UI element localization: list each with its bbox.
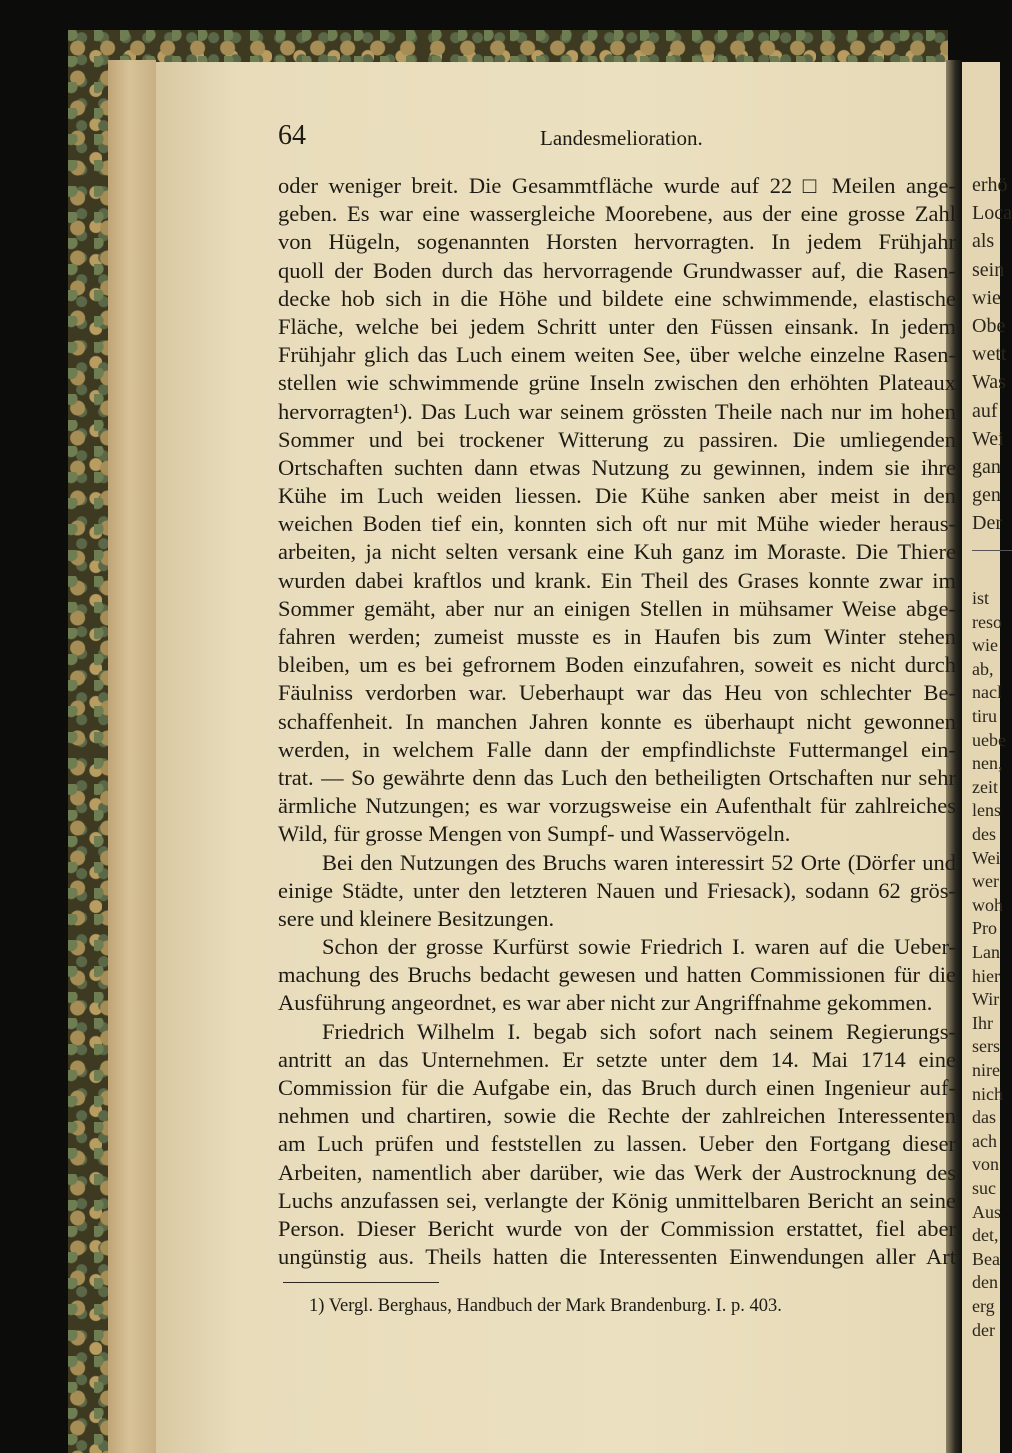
text-line: Sommer und bei trockener Witterung zu passiren. Die umliegenden (278, 426, 956, 452)
page-number: 64 (278, 120, 306, 151)
adjacent-page-fragment: nacl (972, 682, 1002, 703)
adjacent-page-fragment: uebe (972, 729, 1006, 750)
adjacent-page-fragment: nich (972, 1083, 1003, 1104)
adjacent-page-fragment: reso (972, 611, 1002, 632)
adjacent-page-fragment: wett (972, 343, 1007, 366)
adjacent-page-fragment: des (972, 824, 996, 844)
adjacent-page-fragment: wer (972, 871, 999, 892)
body-text (278, 172, 956, 1271)
text-line: von Hügeln, sogenannten Horsten hervorragten. In jedem Frühjahr (278, 229, 956, 255)
adjacent-page-fragment: woh (972, 894, 1003, 915)
adjacent-page-fragment: suc (972, 1178, 996, 1198)
text-line: sere und kleinere Besitzungen. (278, 905, 555, 931)
adjacent-page-fragment: hier (972, 965, 1000, 986)
adjacent-page-fragment: den (972, 1272, 998, 1293)
adjacent-page-fragment: ab, (972, 658, 994, 679)
text-line: Person. Dieser Bericht wurde von der Commission erstattet, fiel aber (278, 1215, 956, 1241)
text-line: stellen wie schwimmende grüne Inseln zwischen den erhöhten Plateaux (278, 370, 956, 396)
adjacent-page-fragment: det, (972, 1225, 999, 1246)
text-line: Commission für die Aufgabe ein, das Bruch durch einen Ingenieur auf- (278, 1075, 956, 1100)
adjacent-page-fragment: Wir (972, 989, 1000, 1010)
text-line: Ortschaften suchten dann etwas Nutzung zu gewinnen, indem sie ihre (278, 454, 956, 480)
text-line: quoll der Boden durch das hervorragende Grundwasser auf, die Rasen- (278, 257, 956, 283)
running-head: Landesmelioration. (540, 126, 703, 150)
footnote: 1) Vergl. Berghaus, Handbuch der Mark Brandenburg. I. p. 403. (309, 1296, 782, 1316)
text-line: antritt an das Unternehmen. Er setzte unter dem 14. Mai 1714 eine (278, 1046, 956, 1072)
adjacent-page-fragment: wie (972, 286, 1001, 309)
adjacent-page-fragment: sers (972, 1036, 1000, 1057)
text-line: fahren werden; zumeist musste es in Haufen bis zum Winter stehen (278, 624, 956, 649)
adjacent-page-fragment: gan (972, 456, 1001, 478)
page-header (0, 118, 1000, 158)
adjacent-page-fragment: Loca (972, 202, 1012, 225)
text-line: Friedrich Wilhelm I. begab sich sofort nach seinem Regierungs- (322, 1018, 956, 1044)
text-line: oder weniger breit. Die Gesammtfläche wurde auf 22 □ Meilen ange- (278, 173, 956, 198)
text-line: hervorragten¹). Das Luch war seinem grössten Theile nach nur im hohen (278, 398, 956, 424)
adjacent-page-fragment: als (972, 230, 995, 253)
text-line: werden, in welchem Falle dann der empfindlichste Futtermangel ein- (278, 736, 956, 762)
text-line: Arbeiten, namentlich aber darüber, wie das Werk der Austrocknung des (278, 1159, 956, 1185)
text-line: ungünstig aus. Theils hatten die Interessenten Einwendungen aller Art (278, 1244, 956, 1270)
text-line: machung des Bruchs bedacht gewesen und hatten Commissionen für die (278, 962, 956, 988)
adjacent-page-fragment: Der (972, 512, 1002, 535)
adjacent-page-fragment: Ihr (972, 1012, 993, 1033)
adjacent-page-fragment: wie (972, 635, 998, 656)
text-line: Wild, für grosse Mengen von Sumpf- und Wasservögeln. (278, 821, 791, 847)
adjacent-page-fragment: tiru (972, 706, 997, 726)
text-line: Luchs anzufassen sei, verlangte der König unmittelbaren Bericht an seine (278, 1187, 956, 1213)
text-line: einige Städte, unter den letzteren Nauen und Friesack), sodann 62 grös- (278, 877, 956, 903)
adjacent-page-fragment: Lan (972, 942, 1000, 962)
text-line: trat. — So gewährte denn das Luch den betheiligten Ortschaften nur sehr (278, 764, 956, 790)
adjacent-page-fragment: ist (972, 588, 990, 608)
adjacent-page-fragment: Wei (972, 847, 1001, 868)
text-line: Ausführung angeordnet, es war aber nicht zur Angriffnahme gekommen. (278, 990, 933, 1016)
text-line: ärmliche Nutzungen; es war vorzugsweise ein Aufenthalt für zahlreiches (278, 793, 956, 819)
adjacent-page-fragment: Pro (972, 918, 998, 939)
text-line: Kühe im Luch weiden liessen. Die Kühe sanken aber meist in den (278, 483, 956, 509)
page-edges (108, 60, 156, 1453)
adjacent-page-fragment: sein (972, 258, 1005, 281)
adjacent-page-fragment: Wei (972, 427, 1004, 450)
text-line: Fäulniss verdorben war. Ueberhaupt war das Heu von schlechter Be- (278, 680, 956, 706)
adjacent-page-fragment: gen (972, 484, 1001, 507)
adjacent-page-fragment: Aus (972, 1201, 1002, 1222)
text-line: geben. Es war eine wassergleiche Moorebene, aus der eine grosse Zahl (278, 201, 956, 227)
adjacent-page (962, 62, 1012, 1453)
adjacent-page-fragment: Was (972, 371, 1006, 394)
text-line: am Luch prüfen und feststellen zu lassen. Ueber den Fortgang dieser (278, 1131, 956, 1157)
adjacent-page-fragment: Bea (972, 1248, 1000, 1269)
text-line: nehmen und chartiren, sowie die Rechte der zahlreichen Interessenten (278, 1103, 956, 1129)
text-line: Sommer gemäht, aber nur an einigen Stellen in mühsamer Weise abge- (278, 595, 956, 621)
adjacent-page-fragment: erhö (972, 174, 1008, 196)
adjacent-page-fragment: der (972, 1319, 995, 1340)
text-line: schaffenheit. In manchen Jahren konnte es überhaupt nicht gewonnen (278, 708, 956, 734)
adjacent-page-fragment: nen, (972, 753, 1003, 774)
adjacent-page-rule (972, 550, 1012, 551)
adjacent-page-fragment: auf (972, 399, 998, 422)
text-line: arbeiten, ja nicht selten versank eine Kuh ganz im Moraste. Die Thiere (278, 539, 956, 565)
adjacent-page-fragment: lens (972, 800, 1001, 821)
text-line: bleiben, um es bei gefrornem Boden einzufahren, soweit es nicht durch (278, 652, 956, 678)
adjacent-page-fragment: von (972, 1154, 999, 1175)
text-line: Schon der grosse Kurfürst sowie Friedrich I. waren auf die Ueber- (322, 934, 956, 960)
adjacent-page-fragment: zeit (972, 776, 998, 797)
adjacent-page-fragment: ach (972, 1130, 997, 1151)
text-line: wurden dabei kraftlos und krank. Ein Theil des Grases konnte zwar im (278, 567, 956, 593)
footnote-rule (283, 1282, 439, 1283)
adjacent-page-fragment: erg (972, 1296, 995, 1316)
text-line: weichen Boden tief ein, konnten sich oft nur mit Mühe wieder heraus- (278, 511, 956, 537)
adjacent-page-fragment: nire (972, 1060, 1000, 1080)
text-line: Fläche, welche bei jedem Schritt unter den Füssen einsank. In jedem (278, 313, 956, 339)
text-line: Frühjahr glich das Luch einem weiten See, über welche einzelne Rasen- (278, 342, 956, 368)
adjacent-page-fragment: das (972, 1107, 996, 1128)
text-line: Bei den Nutzungen des Bruchs waren interessirt 52 Orte (Dörfer und (322, 849, 956, 875)
adjacent-page-fragment: Obe (972, 315, 1006, 337)
text-line: decke hob sich in die Höhe und bildete eine schwimmende, elastische (278, 285, 956, 311)
